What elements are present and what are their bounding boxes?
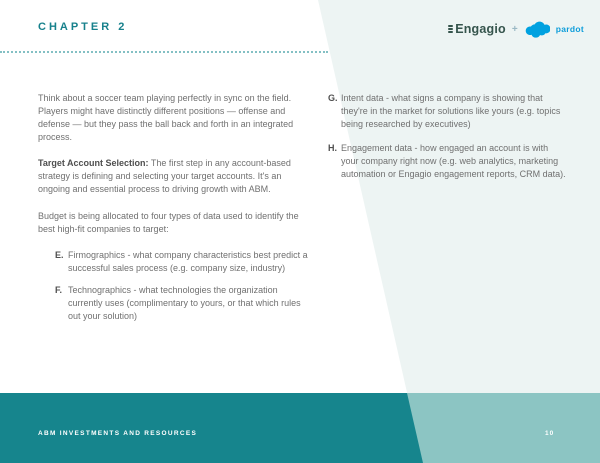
- list-item-engagement-data: [328, 142, 566, 181]
- paragraph-soccer-analogy: Think about a soccer team playing perfectly in sync on the field. Players might have distinctly different positions — offense and defense — but they pass the ball back and forth in an integrated process.: [38, 93, 294, 142]
- page-number: 10: [545, 430, 555, 437]
- brand-logos: [448, 19, 584, 39]
- paragraph-body: The first step in any account-based strategy is defining and selecting your target accounts. It's an ongoing and essential process to driving growth with ABM.: [38, 158, 291, 194]
- list-item-letter: E.: [55, 250, 64, 260]
- footer-band: [0, 393, 600, 463]
- footer-section-title: ABM INVESTMENTS AND RESOURCES: [38, 430, 198, 437]
- list-item-intent-data: [328, 92, 566, 131]
- dotted-divider: [0, 51, 328, 53]
- list-item-letter: G.: [328, 93, 338, 103]
- list-item-technographics: [55, 284, 310, 323]
- list-item-letter: H.: [328, 143, 337, 153]
- list-item-text: Engagement data - how engaged an account is with your company right now (e.g. web analytics, marketing automation or Engagio engagement reports, CRM data).: [341, 143, 566, 179]
- logo-plus-separator: +: [511, 23, 518, 35]
- paragraph-lead-in: Target Account Selection:: [38, 158, 149, 168]
- list-item-letter: F.: [55, 285, 63, 295]
- engagio-logo: [448, 22, 506, 36]
- list-item-text: Intent data - what signs a company is showing that they're in the market for solutions like yours (e.g. topics being researched by executives): [341, 93, 561, 129]
- list-item-text: Technographics - what technologies the organization currently uses (complimentary to yours, or that which rules out your solution): [68, 285, 301, 321]
- list-item-text: Firmographics - what company characteristics best predict a successful sales process (e.g. company size, industry): [68, 250, 308, 273]
- chapter-heading: CHAPTER 2: [38, 21, 128, 33]
- paragraph-target-account-selection: [38, 157, 310, 196]
- engagio-logo-text: Engagio: [455, 22, 506, 36]
- pardot-logo-text: pardot: [555, 24, 584, 34]
- paragraph-budget-intro: Budget is being allocated to four types of data used to identify the best high-fit companies to target:: [38, 211, 299, 234]
- data-types-list-left: [55, 249, 310, 323]
- salesforce-cloud-icon: [524, 21, 550, 38]
- footer-band-dark-segment: [0, 393, 600, 463]
- list-item-firmographics: [55, 249, 310, 275]
- right-text-column: [328, 92, 566, 181]
- engagio-logo-icon: [448, 25, 453, 33]
- left-text-column: [38, 92, 310, 323]
- data-types-list-right: [328, 92, 566, 181]
